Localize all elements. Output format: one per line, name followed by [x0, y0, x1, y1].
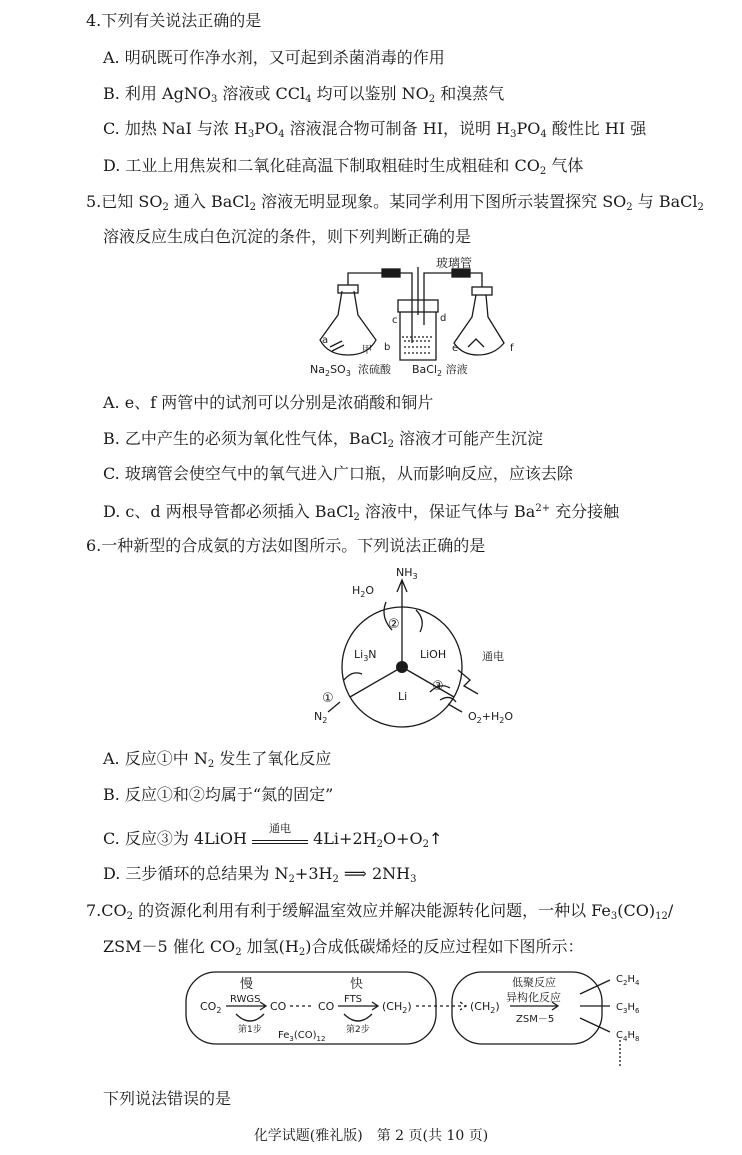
label-step-2: 第2步: [346, 1025, 370, 1035]
label-o2-h2o: $O_2+H_2O$: [468, 710, 514, 725]
label-oligomerization: 低聚反应: [512, 976, 556, 989]
label-ch2-1: $(CH_2)$: [382, 1000, 412, 1015]
q4-option-a: A. 明矾既可作净水剂，又可起到杀菌消毒的作用: [103, 48, 445, 67]
label-fe3co12: $Fe_3(CO)_{12}$: [278, 1030, 326, 1043]
q7-stem-question: 下列说法错误的是: [103, 1089, 232, 1108]
label-zsm5: ZSM－5: [516, 1014, 555, 1025]
q5-option-c: C. 玻璃管会使空气中的氧气进入广口瓶，从而影响反应，应该去除: [103, 464, 573, 483]
label-bacl2-solution: BaCl$_2$ 溶液: [412, 363, 468, 378]
label-b: b: [384, 342, 391, 353]
label-product-c3h6: $C_3H_6$: [616, 1002, 640, 1015]
q7-stem-line1: $7.CO_2$ 的资源化利用有利于缓解温室效应并解决能源转化问题，一种以 $Fe_3(CO)_{12}/$: [86, 901, 674, 922]
label-ch2-2: $(CH_2)$: [470, 1000, 500, 1015]
q5-option-b: B. 乙中产生的必须为氧化性气体，BaCl$_2$ 溶液才可能产生沉淀: [103, 429, 544, 450]
label-li3n: $Li_3N$: [354, 648, 377, 663]
q6-option-c: C. 反应③为 4LiOH 通电 $4Li+2H_2O+O_2↑$: [103, 822, 443, 850]
label-isomerization: 异构化反应: [506, 991, 561, 1004]
label-jia: 甲: [362, 345, 372, 356]
label-step-1: 第1步: [238, 1025, 262, 1035]
label-lioh: LiOH: [420, 648, 447, 661]
label-a: a: [322, 335, 329, 346]
equilibrium-arrow: ⟹: [343, 864, 367, 883]
ammonia-cycle-diagram: [300, 562, 540, 732]
label-na2so3: $Na_2SO_3$: [310, 363, 351, 378]
label-f: f: [510, 343, 514, 354]
label-fast: 快: [350, 977, 364, 992]
gas-up-arrow: ↑: [428, 829, 443, 848]
q4-option-c: C. 加热 NaI 与浓 $H_3PO_4$ 溶液混合物可制备 HI，说明 $H_3PO_4$ 酸性比 HI 强: [103, 119, 647, 140]
label-rwgs: RWGS: [230, 994, 261, 1005]
label-co-2: CO: [318, 1000, 335, 1013]
q7-stem-line2: ZSM－5 催化 $CO_2$ 加氢$(H_2)$合成低碳烯烃的反应过程如下图所示：: [103, 937, 584, 958]
q5-stem-line1: 5.已知 $SO_2$ 通入 BaCl$_2$ 溶液无明显现象。某同学利用下图所示装置探究 $SO_2$ 与 BaCl$_2$: [86, 192, 704, 213]
label-c: c: [392, 315, 398, 326]
condition-arrow: 通电: [252, 834, 308, 844]
label-co2: $CO_2$: [200, 1000, 222, 1015]
q6-option-d: D. 三步循环的总结果为 $N_2+3H_2$ ⟹ $2NH_3$: [103, 864, 417, 885]
q6-stem: 6.一种新型的合成氨的方法如图所示。下列说法正确的是: [86, 536, 486, 555]
q6-option-b: B. 反应①和②均属于“氮的固定”: [103, 785, 334, 804]
page-footer: 化学试题(雅礼版) 第 2 页(共 10 页): [253, 1128, 489, 1144]
reaction-process-diagram: [180, 966, 650, 1076]
label-n2: $N_2$: [314, 710, 328, 725]
q4-option-b: B. 利用 AgNO$_3$ 溶液或 CCl$_4$ 均可以鉴别 $NO_2$ 和溴蒸气: [103, 84, 505, 105]
q6-option-a: A. 反应①中 $N_2$ 发生了氧化反应: [103, 749, 332, 770]
q4-option-d: D. 工业上用焦炭和二氧化硅高温下制取粗硅时生成粗硅和 $CO_2$ 气体: [103, 156, 584, 177]
label-step2: ②: [388, 617, 400, 632]
q5-stem-line2: 溶液反应生成白色沉淀的条件，则下列判断正确的是: [103, 227, 472, 246]
label-step1: ①: [322, 691, 334, 706]
label-h2o: $H_2O$: [352, 584, 375, 599]
label-conc-h2so4: 浓硫酸: [358, 363, 391, 376]
label-fts: FTS: [344, 994, 363, 1005]
label-product-c2h4: $C_2H_4$: [616, 974, 640, 987]
label-d: d: [440, 313, 447, 324]
label-nh3: $NH_3$: [396, 566, 418, 581]
q4-stem: 4.下列有关说法正确的是: [86, 11, 262, 30]
label-product-c4h8: $C_4H_8$: [616, 1030, 640, 1043]
label-glass-tube: 玻璃管: [436, 256, 473, 270]
label-slow: 慢: [240, 977, 254, 992]
apparatus-diagram: [300, 255, 540, 383]
center-node: [396, 661, 408, 673]
label-co-1: CO: [270, 1000, 287, 1013]
label-li: Li: [398, 690, 408, 703]
label-power: 通电: [482, 650, 504, 663]
q5-option-d: D. c、d 两根导管都必须插入 BaCl$_2$ 溶液中，保证气体与 $Ba^{2+}$ 充分接触: [103, 502, 620, 523]
label-e: e: [452, 343, 459, 354]
q5-option-a: A. e、f 两管中的试剂可以分别是浓硝酸和铜片: [103, 393, 434, 412]
label-step3: ③: [432, 679, 444, 694]
